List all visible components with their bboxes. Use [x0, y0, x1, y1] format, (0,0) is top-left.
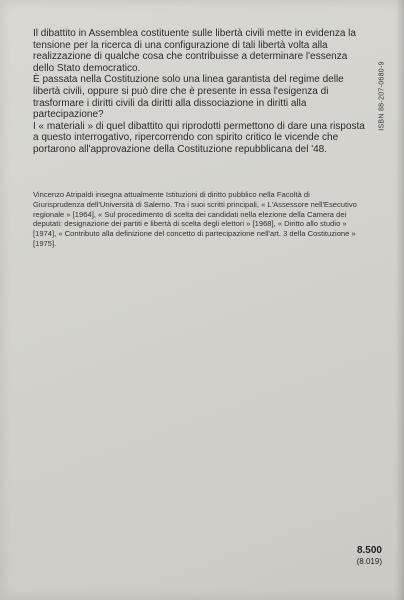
- blurb-paragraph: Il dibattito in Assemblea costituente sulle libertà civili mette in evidenza la tensione per la ricerca di una configurazione di tali libertà volta alla realizzazione di qualche cosa che contribuisse a determinare l'essenza dello Stato democratico.: [33, 28, 356, 74]
- cover-blurb: [33, 28, 369, 156]
- price-secondary: (8.019): [356, 557, 382, 566]
- isbn-code: ISBN 88-207-0680-9: [378, 61, 386, 131]
- blurb-paragraph: È passata nella Costituzione solo una linea garantista del regime delle libertà civili, oppure si può dire che è presente in essa l'esigenza di trasformare i diritti civili da diritti alla dissociazione in diritti alla partecipazione?: [33, 74, 344, 121]
- author-bio: [33, 190, 357, 249]
- price-label: [357, 545, 382, 567]
- blurb-paragraph: I « materiali » di quel dibattito qui riprodotti permettono di dare una risposta a questo interrogativo, ripercorrendo con spirito critico le vicende che portarono all'approvazione della Costituzione repubblicana del '48.: [33, 120, 365, 155]
- author-bio-text: Vincenzo Atripaldi insegna attualmente Istituzioni di diritto pubblico nella Facoltà di Giurisprudenza dell'Università di Salerno. Tra i suoi scritti principali, « L'Assessore nell'Esecutivo regionale » [1964], « Sul procedimento di scelta dei candidati nella elezione della Camera dei deputati: designazione dei partiti e libertà di scelta degli elettori » [1968], « Diritto allo studio » [1974], « Contributo alla definizione del concetto di partecipazione nell'art. 3 della Costituzione » [1975].: [33, 190, 357, 248]
- price-main: 8.500: [356, 545, 382, 556]
